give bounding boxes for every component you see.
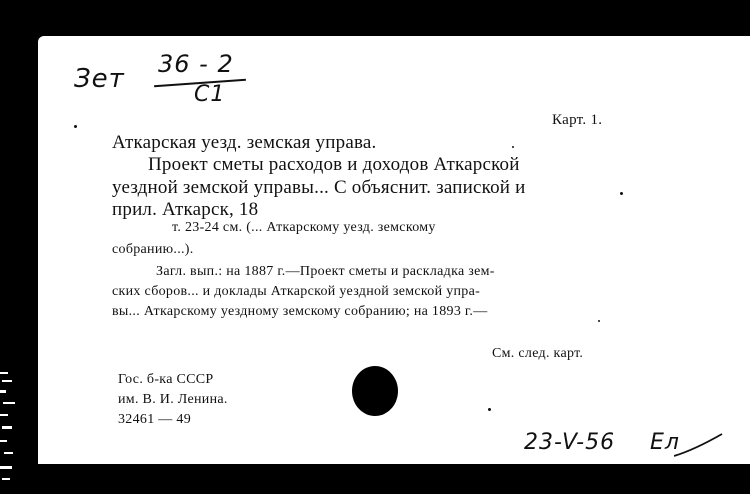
see-next-card: См. след. карт. [492, 346, 584, 361]
publication-details-line-2: собранию...). [112, 242, 194, 257]
author-heading: Аткарская уезд. земская управа. [112, 132, 377, 153]
handwritten-shelf-code-bottom: С1 [194, 82, 226, 107]
library-line-1: Гос. б-ка СССР [118, 372, 214, 387]
speck [620, 192, 623, 195]
initials-flourish-icon [674, 430, 724, 460]
handwritten-shelf-code-left: Зет [74, 64, 125, 94]
publication-details-line-1: т. 23-24 см. (... Аткарскому уезд. земскому [172, 220, 436, 235]
speck [74, 125, 77, 128]
speck [512, 146, 514, 148]
handwritten-initials: Ел [650, 430, 680, 455]
library-line-2: им. В. И. Ленина. [118, 392, 228, 407]
handwritten-shelf-code-top: 36 - 2 [158, 50, 234, 78]
punch-hole [352, 366, 398, 416]
title-line-1: Проект сметы расходов и доходов Аткарской [148, 154, 520, 175]
speck [598, 320, 600, 322]
catalog-card [38, 36, 750, 464]
title-line-3: прил. Аткарск, 18 [112, 199, 259, 220]
library-line-3: 32461 — 49 [118, 412, 191, 427]
card-number: Карт. 1. [552, 112, 603, 128]
speck [488, 408, 491, 411]
note-line-2: ских сборов... и доклады Аткарской уездной земской упра- [112, 284, 481, 299]
title-line-2: уездной земской управы... С объяснит. запиской и [112, 177, 526, 198]
note-line-1: Загл. вып.: на 1887 г.—Проект сметы и раскладка зем- [156, 264, 495, 279]
handwritten-date: 23-V-56 [524, 430, 616, 455]
note-line-3: вы... Аткарскому уездному земскому собранию; на 1893 г.— [112, 304, 488, 319]
